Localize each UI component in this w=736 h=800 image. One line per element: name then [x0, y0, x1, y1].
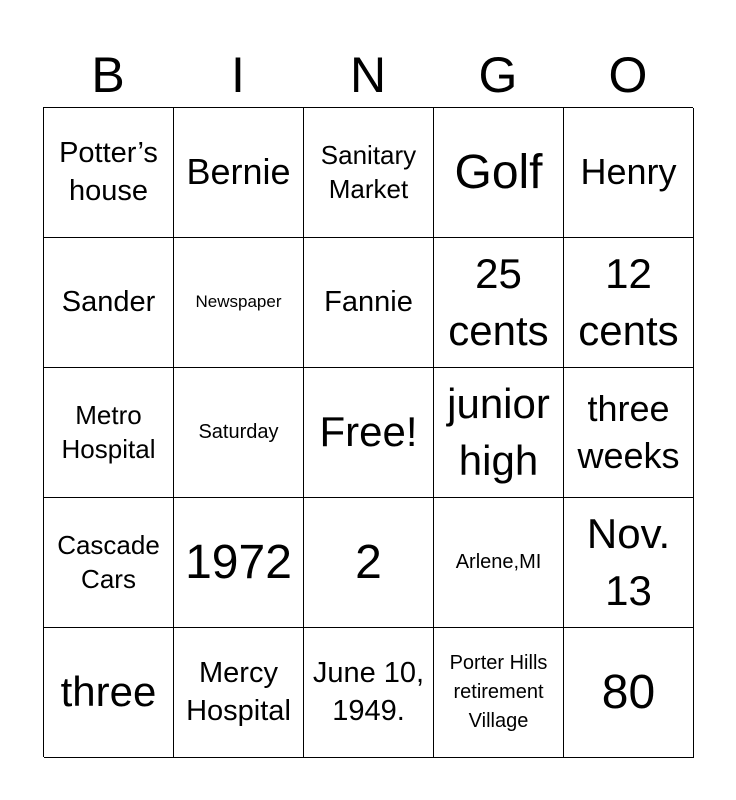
bingo-cell[interactable]: Bernie	[174, 108, 304, 238]
bingo-cell[interactable]: Metro Hospital	[44, 368, 174, 498]
bingo-cell[interactable]: June 10, 1949.	[304, 628, 434, 758]
bingo-cell[interactable]: Arlene,MI	[434, 498, 564, 628]
bingo-cell[interactable]: 2	[304, 498, 434, 628]
bingo-cell[interactable]: junior high	[434, 368, 564, 498]
bingo-cell[interactable]: Cascade Cars	[44, 498, 174, 628]
bingo-header	[43, 44, 693, 106]
bingo-cell[interactable]: Golf	[434, 108, 564, 238]
bingo-cell[interactable]: Porter Hills retirement Village	[434, 628, 564, 758]
bingo-cell[interactable]: Mercy Hospital	[174, 628, 304, 758]
bingo-cell[interactable]: Henry	[564, 108, 694, 238]
bingo-cell[interactable]: Sanitary Market	[304, 108, 434, 238]
bingo-cell[interactable]: Potter’s house	[44, 108, 174, 238]
bingo-cell[interactable]: 12 cents	[564, 238, 694, 368]
bingo-cell[interactable]: 80	[564, 628, 694, 758]
bingo-card-grid	[43, 107, 693, 757]
bingo-cell[interactable]: Newspaper	[174, 238, 304, 368]
bingo-cell[interactable]: 25 cents	[434, 238, 564, 368]
bingo-cell[interactable]: Saturday	[174, 368, 304, 498]
header-letter-i: I	[231, 47, 245, 103]
bingo-cell[interactable]: 1972	[174, 498, 304, 628]
header-letter-g: G	[478, 47, 518, 103]
header-letter-o: O	[608, 47, 648, 103]
header-letter-b: B	[91, 47, 125, 103]
bingo-cell[interactable]: three	[44, 628, 174, 758]
header-letter-n: N	[349, 47, 387, 103]
bingo-cell[interactable]: Fannie	[304, 238, 434, 368]
bingo-cell[interactable]: Sander	[44, 238, 174, 368]
bingo-cell[interactable]: three weeks	[564, 368, 694, 498]
free-space-cell[interactable]: Free!	[304, 368, 434, 498]
bingo-cell[interactable]: Nov. 13	[564, 498, 694, 628]
